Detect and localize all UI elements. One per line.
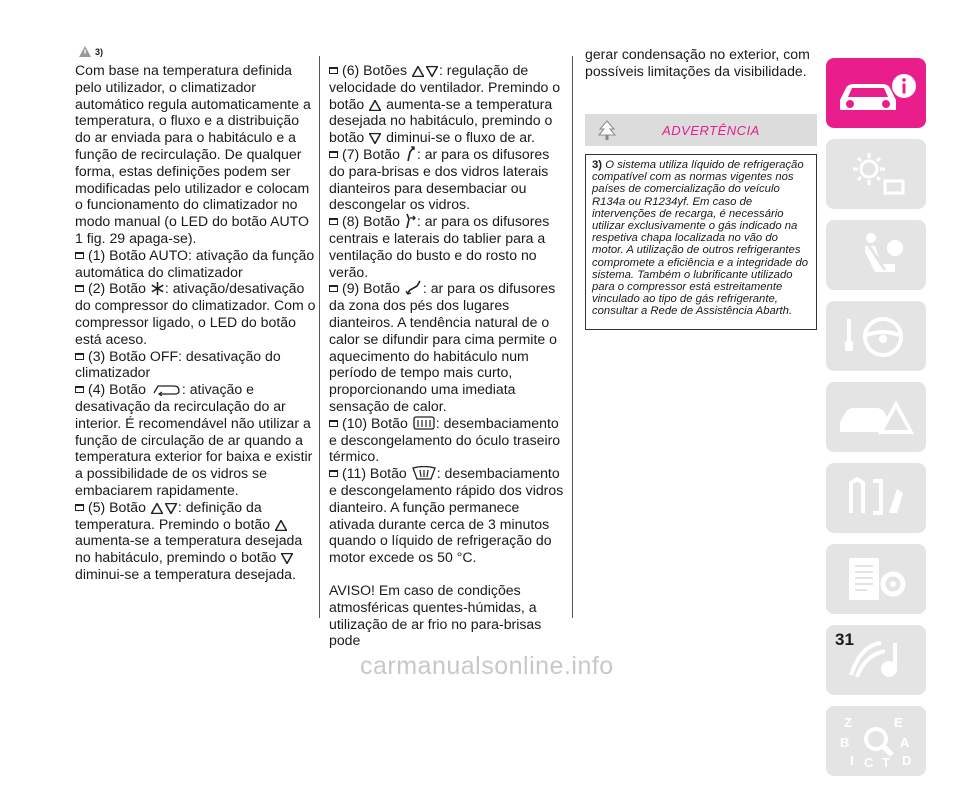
item-10: (10) Botão : desembaciamento e descongelamento do óculo traseiro térmico. [329, 414, 561, 465]
toolbox-icon [841, 473, 911, 523]
triangle-down-icon [165, 503, 177, 514]
index-icon [836, 713, 916, 769]
item-6: (6) Botões : regulação de velocidade do ventilador. Premindo o botão aumenta-se a temperatura desejada no habitáculo, premindo o botão diminui-se o fluxo de ar. [329, 62, 561, 146]
rear-defrost-icon [413, 416, 435, 430]
tab-steering-wheel[interactable] [826, 301, 926, 371]
triangle-up-icon [275, 520, 287, 531]
service-book-icon [841, 554, 911, 604]
svg-text:Z: Z [844, 715, 852, 730]
footnote-marker [79, 46, 103, 57]
aviso-paragraph: AVISO! Em caso de condições atmosféricas quentes-húmidas, a utilização de ar frio no para-brisas pode [329, 581, 542, 649]
bullet-icon [329, 67, 338, 74]
triangle-up-icon [369, 100, 381, 111]
item-8: (8) Botão : ar para os difusores centrais e laterais do tablier para a ventilação do busto e do rosto no verão. [329, 213, 550, 280]
warning-title: ADVERTÊNCIA [662, 122, 760, 138]
footnote-ref: 3) [95, 46, 104, 57]
snowflake-icon [151, 282, 164, 295]
tab-dashboard-lights[interactable] [826, 139, 926, 209]
hazard-icon [836, 392, 916, 442]
item-1: (1) Botão AUTO: ativação da função automática do climatizador [75, 246, 315, 280]
svg-text:E: E [894, 715, 903, 730]
svg-text:C: C [864, 755, 874, 769]
triangle-up-icon [412, 66, 424, 77]
svg-text:B: B [840, 735, 850, 750]
item-5: (5) Botão : definição da temperatura. Premindo o botão aumenta-se a temperatura desejada no habitáculo, premindo o botão diminui-se a temperatura desejada. [75, 498, 303, 582]
tab-hazard[interactable] [826, 382, 926, 452]
warning-number: 3) [592, 159, 603, 171]
tab-service-book[interactable] [826, 544, 926, 614]
tab-airbag-seat[interactable] [826, 220, 926, 290]
svg-text:T: T [882, 755, 890, 769]
car-info-icon [834, 68, 918, 118]
bullet-icon [75, 504, 84, 511]
tab-car-info[interactable] [826, 58, 926, 128]
svg-text:D: D [902, 753, 912, 768]
airbag-seat-icon [841, 230, 911, 280]
bullet-icon [329, 218, 338, 225]
item-9: (9) Botão : ar para os difusores da zona dos pés dos lugares dianteiros. A tendência natural de o calor se difundir para cima permite o aquecimento do habitáculo num período de tempo mais curto, proporcionando uma imediata sensação de calor. [329, 280, 557, 414]
bullet-icon [75, 285, 84, 292]
triangle-down-icon [281, 553, 293, 564]
bullet-icon [329, 470, 338, 477]
column-2 [329, 62, 565, 649]
triangle-down-icon [426, 66, 438, 77]
airflow-windscreen-icon [405, 146, 416, 161]
bullet-icon [329, 151, 338, 158]
airflow-feet-icon [405, 280, 422, 295]
chapter-tabs [826, 58, 926, 787]
steering-wheel-icon [841, 311, 911, 361]
bullet-icon [329, 285, 338, 292]
warning-header [585, 114, 817, 146]
column-1 [75, 62, 317, 583]
triangle-down-icon [369, 133, 381, 144]
column-3 [585, 46, 817, 80]
item-7: (7) Botão : ar para os difusores do para-brisas e dos vidros laterais dianteiros para desembaciar ou descongelar os vidros. [329, 145, 550, 213]
bullet-icon [75, 252, 84, 259]
recirculation-icon [151, 383, 181, 396]
warning-box [585, 154, 817, 330]
item-3: (3) Botão OFF: desativação do climatizador [75, 347, 281, 381]
item-2: (2) Botão : ativação/desativação do compressor do climatizador. Com o compressor ligado, o LED do botão está aceso. [75, 280, 316, 347]
bullet-icon [75, 386, 84, 393]
tab-index[interactable] [826, 706, 926, 776]
item-4: (4) Botão : ativação e desativação da recirculação do ar interior. É recomendável não utilizar a função de circulação de ar quando a temperatura exterior for baixa e existir a possibilidade de os vidros se embaciarem rapidamente. [75, 381, 313, 498]
column-divider [572, 56, 573, 618]
hazard-small-icon [79, 46, 91, 57]
bullet-icon [75, 353, 84, 360]
dashboard-lights-icon [841, 149, 911, 199]
intro-paragraph: Com base na temperatura definida pelo utilizador, o climatizador automático regula automaticamente a temperatura, o fluxo e a distribuição do ar enviada para o habitáculo e a função de recirculação. De qualquer forma, estas definições podem ser modificadas pelo utilizador e colocam o funcionamento do climatizador no modo manual (o LED do botão AUTO 1 fig. 29 apaga-se). [75, 62, 311, 246]
warning-text: O sistema utiliza líquido de refrigeração compatível com as normas vigentes nos países de comercialização do veículo R134a ou R1234yf. Em caso de intervenções de recarga, é necessário utilizar exclusivamente o gás indicado na respetiva chapa localizada no vão do motor. A utilização de outros refrigerantes compromete a eficiência e a integridade do sistema. Também o lubrificante utilizado para o compressor está estreitamente vinculado ao tipo de gás refrigerante, consultar a Rede de Assistência Abarth. [592, 159, 809, 318]
column-divider [319, 56, 320, 618]
warning-section [585, 114, 817, 330]
watermark: carmanualsonline.info [360, 652, 614, 680]
tab-toolbox[interactable] [826, 463, 926, 533]
svg-text:A: A [900, 735, 910, 750]
bullet-icon [329, 420, 338, 427]
airflow-face-icon [405, 213, 416, 228]
item-11: (11) Botão : desembaciamento e descongelamento rápido dos vidros dianteiro. A função permanece ativada durante cerca de 3 minutos quando o líquido de refrigeração do motor excede os 50 °C. [329, 465, 564, 566]
triangle-up-icon [151, 503, 163, 514]
max-defrost-icon [412, 466, 436, 480]
page-number: 31 [835, 630, 854, 649]
svg-text:I: I [850, 753, 854, 768]
continued-paragraph: gerar condensação no exterior, com possíveis limitações da visibilidade. [585, 46, 810, 79]
